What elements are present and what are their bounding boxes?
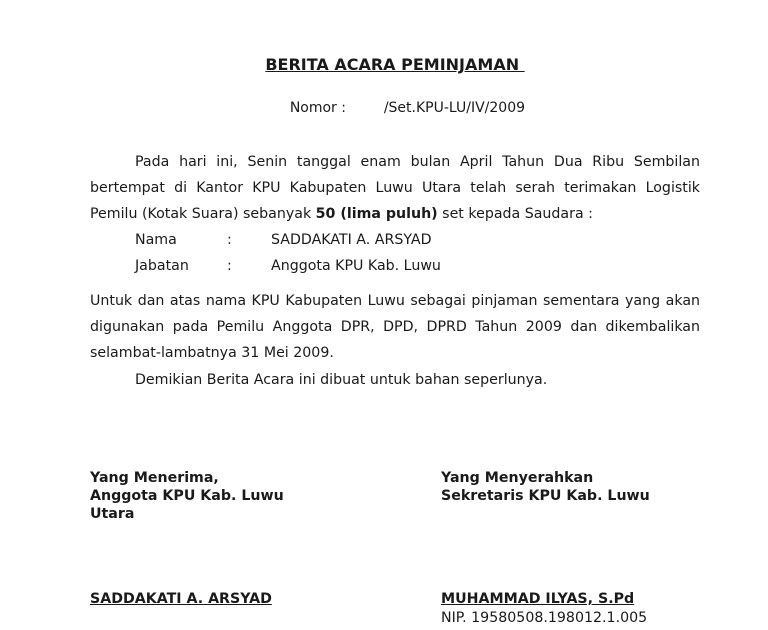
field-row-nama: [135, 232, 432, 248]
field-label: Jabatan: [135, 258, 189, 274]
giver-nip: NIP. 19580508.198012.1.005: [441, 610, 648, 626]
closing-paragraph: Demikian Berita Acara ini dibuat untuk bahan seperlunya.: [135, 372, 548, 388]
opening-paragraph: [90, 149, 700, 227]
receiver-position: Anggota KPU Kab. Luwu Utara: [90, 488, 284, 522]
field-value: Anggota KPU Kab. Luwu: [271, 258, 441, 274]
giver-name: MUHAMMAD ILYAS, S.Pd: [441, 591, 635, 607]
field-separator: :: [227, 258, 232, 274]
giver-heading: Yang Menyerahkan: [441, 470, 594, 486]
receiver-signature-block: [90, 469, 310, 523]
document-title: BERITA ACARA PEMINJAMAN: [265, 55, 525, 74]
opening-text: Pada hari ini, Senin tanggal enam bulan April Tahun Dua Ribu Sembilan bertempat di Kantor KPU Kabupaten Luwu Utara telah serah terimakan Logistik Pemilu (Kotak Suara) sebanyak: [90, 154, 700, 222]
field-label: Nama: [135, 232, 177, 248]
opening-text-end: set kepada Saudara :: [437, 206, 593, 222]
field-value: SADDAKATI A. ARSYAD: [271, 232, 432, 248]
quantity-text: 50 (lima puluh): [315, 206, 438, 222]
nomor-label: Nomor :: [289, 100, 346, 116]
giver-signature-block: [441, 469, 701, 505]
receiver-name: SADDAKATI A. ARSYAD: [90, 591, 272, 607]
document-number: [272, 84, 525, 132]
giver-position: Sekretaris KPU Kab. Luwu: [441, 488, 650, 504]
receiver-heading: Yang Menerima,: [90, 470, 219, 486]
field-separator: :: [227, 232, 232, 248]
nomor-value: /Set.KPU-LU/IV/2009: [383, 100, 526, 116]
field-row-jabatan: [135, 258, 441, 274]
purpose-paragraph: Untuk dan atas nama KPU Kabupaten Luwu sebagai pinjaman sementara yang akan digunakan pada Pemilu Anggota DPR, DPD, DPRD Tahun 2009 dan dikembalikan selambat-lambatnya 31 Mei 2009.: [90, 293, 700, 361]
